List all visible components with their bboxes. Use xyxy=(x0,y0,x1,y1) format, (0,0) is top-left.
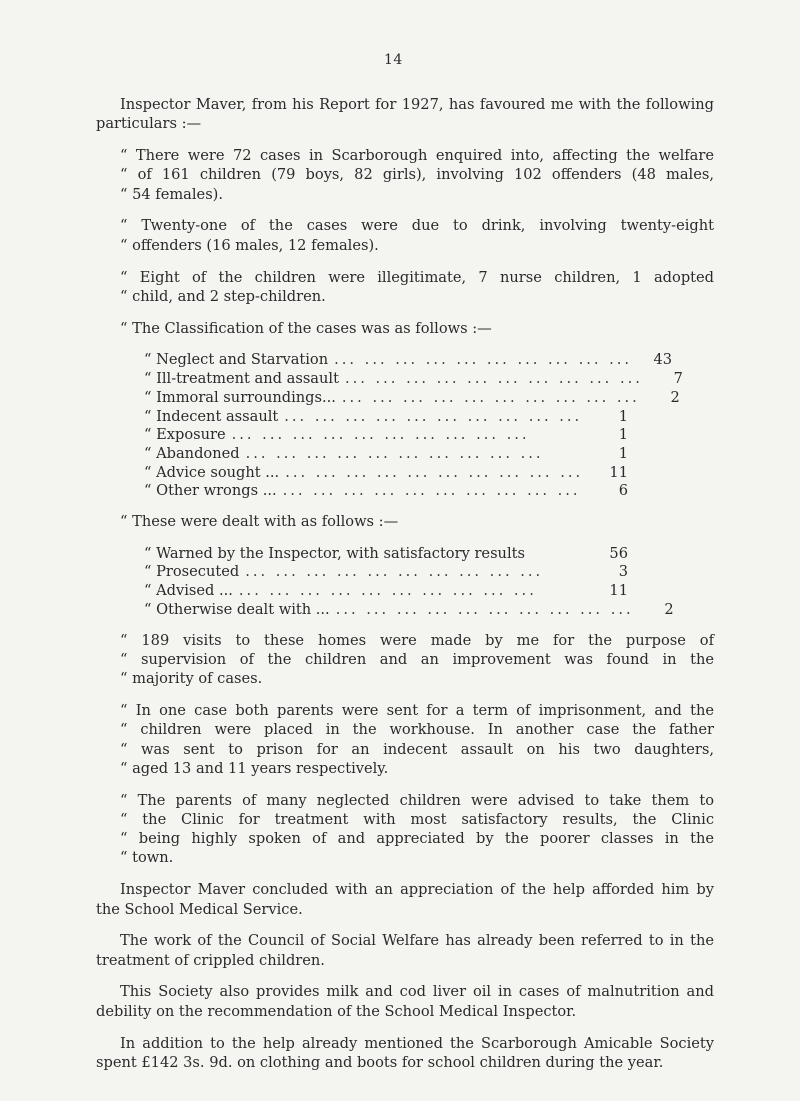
row-value: 3 xyxy=(618,563,628,581)
leader-dots: ... ... ... ... ... ... ... ... ... ... xyxy=(334,351,633,369)
quote-illegitimate-children xyxy=(96,268,714,307)
quote-imprisonment xyxy=(96,701,714,778)
text-line: “ majority of cases. xyxy=(120,670,263,688)
row-label: “ Otherwise dealt with ... xyxy=(144,600,330,618)
table-row xyxy=(144,463,628,482)
leader-dots: ... ... ... ... ... ... ... ... ... ... xyxy=(245,563,544,581)
text-line: “ In one case both parents were sent for a term of imprisonment, and the xyxy=(120,701,714,719)
quote-cases-summary xyxy=(96,146,714,204)
text-line: “ There were 72 cases in Scarborough enquired into, affecting the welfare xyxy=(120,147,714,165)
text-line: “ 189 visits to these homes were made by me for the purpose of xyxy=(120,631,714,649)
table-row xyxy=(144,544,628,563)
table-row xyxy=(144,600,674,619)
text-line: “ The parents of many neglected children were advised to take them to xyxy=(120,791,714,809)
paragraph-council: The work of the Council of Social Welfare has already been referred to in the treatment of crippled children. xyxy=(96,932,714,969)
quote-drink-cases xyxy=(96,216,714,255)
text-line: “ aged 13 and 11 years respectively. xyxy=(120,759,389,777)
text-line: “ of 161 children (79 boys, 82 girls), involving 102 offenders (48 males, xyxy=(120,166,714,184)
row-label: “ Abandoned xyxy=(144,444,240,462)
row-value: 6 xyxy=(618,482,628,500)
row-value: 43 xyxy=(653,351,673,369)
table-row xyxy=(144,444,628,463)
paragraph-society: This Society also provides milk and cod liver oil in cases of malnutrition and debility on the recommendation of the School Medical Inspector. xyxy=(96,983,714,1020)
text-line: “ child, and 2 step-children. xyxy=(120,287,326,305)
paragraph-amicable-society: In addition to the help already mentioned the Scarborough Amicable Society spent £142 3s. 9d. on clothing and boots for school children during the year. xyxy=(96,1034,714,1071)
row-label: “ Indecent assault xyxy=(144,407,279,425)
row-label: “ Warned by the Inspector, with satisfactory results xyxy=(144,544,525,562)
row-value: 1 xyxy=(618,444,628,462)
text-line: “ Twenty-one of the cases were due to drink, involving twenty-eight xyxy=(120,217,714,235)
row-value: 11 xyxy=(609,463,628,481)
leader-dots: ... ... ... ... ... ... ... ... ... ... xyxy=(282,482,581,500)
row-label: “ Exposure xyxy=(144,426,226,444)
leader-dots: ... ... ... ... ... ... ... ... ... ... xyxy=(344,370,643,388)
table-row xyxy=(144,407,628,426)
row-value: 56 xyxy=(609,544,628,562)
quote-visits xyxy=(96,631,714,689)
text-line: “ supervision of the children and an improvement was found in the xyxy=(120,650,714,668)
intro-paragraph: Inspector Maver, from his Report for 1927, has favoured me with the following particulars :— xyxy=(96,96,714,133)
table-row xyxy=(144,562,628,581)
table-row xyxy=(144,369,683,388)
row-value: 1 xyxy=(618,407,628,425)
row-value: 2 xyxy=(664,600,674,618)
page-number: 14 xyxy=(384,52,403,68)
row-label: “ Other wrongs ... xyxy=(144,482,277,500)
table-row xyxy=(144,425,628,444)
leader-dots: ... ... ... ... ... ... ... ... ... ... xyxy=(284,407,583,425)
leader-dots: ... ... ... ... ... ... ... ... ... ... xyxy=(341,388,640,406)
row-label: “ Neglect and Starvation xyxy=(144,351,329,369)
text-line: “ town. xyxy=(120,849,174,867)
row-value: 7 xyxy=(673,370,683,388)
row-label: “ Prosecuted xyxy=(144,563,240,581)
text-line: “ 54 females). xyxy=(120,185,224,203)
row-label: “ Immoral surroundings... xyxy=(144,388,336,406)
row-label: “ Advice sought ... xyxy=(144,463,280,481)
table-row xyxy=(144,481,628,500)
row-label: “ Ill-treatment and assault xyxy=(144,370,339,388)
table-row xyxy=(144,581,628,600)
text-line: “ being highly spoken of and appreciated by the poorer classes in the xyxy=(120,830,714,848)
quote-clinic xyxy=(96,791,714,868)
leader-dots: ... ... ... ... ... ... ... ... ... ... xyxy=(335,600,634,618)
leader-dots: ... ... ... ... ... ... ... ... ... ... xyxy=(238,582,537,600)
leader-dots: ... ... ... ... ... ... ... ... ... ... xyxy=(285,463,584,481)
text-line: “ offenders (16 males, 12 females). xyxy=(120,236,379,254)
row-value: 2 xyxy=(670,388,680,406)
text-line: “ Eight of the children were illegitimate, 7 nurse children, 1 adopted xyxy=(120,268,714,286)
row-value: 11 xyxy=(609,582,628,600)
row-value: 1 xyxy=(618,426,628,444)
dealt-table xyxy=(96,544,674,619)
text-line: “ children were placed in the workhouse. In another case the father xyxy=(120,721,714,739)
dealt-heading: “ These were dealt with as follows :— xyxy=(120,512,399,530)
table-row xyxy=(144,388,680,407)
classification-table xyxy=(96,350,683,500)
classification-heading: “ The Classification of the cases was as follows :— xyxy=(120,319,492,337)
text-line: “ was sent to prison for an indecent assault on his two daughters, xyxy=(120,740,714,758)
leader-dots: ... ... ... ... ... ... ... ... ... ... xyxy=(231,426,530,444)
leader-dots: ... ... ... ... ... ... ... ... ... ... xyxy=(245,444,544,462)
document-body xyxy=(96,95,714,1085)
table-row xyxy=(144,350,673,369)
row-label: “ Advised ... xyxy=(144,582,233,600)
text-line: “ the Clinic for treatment with most satisfactory results, the Clinic xyxy=(120,810,714,828)
paragraph-appreciation: Inspector Maver concluded with an appreciation of the help afforded him by the School Medical Service. xyxy=(96,881,714,918)
